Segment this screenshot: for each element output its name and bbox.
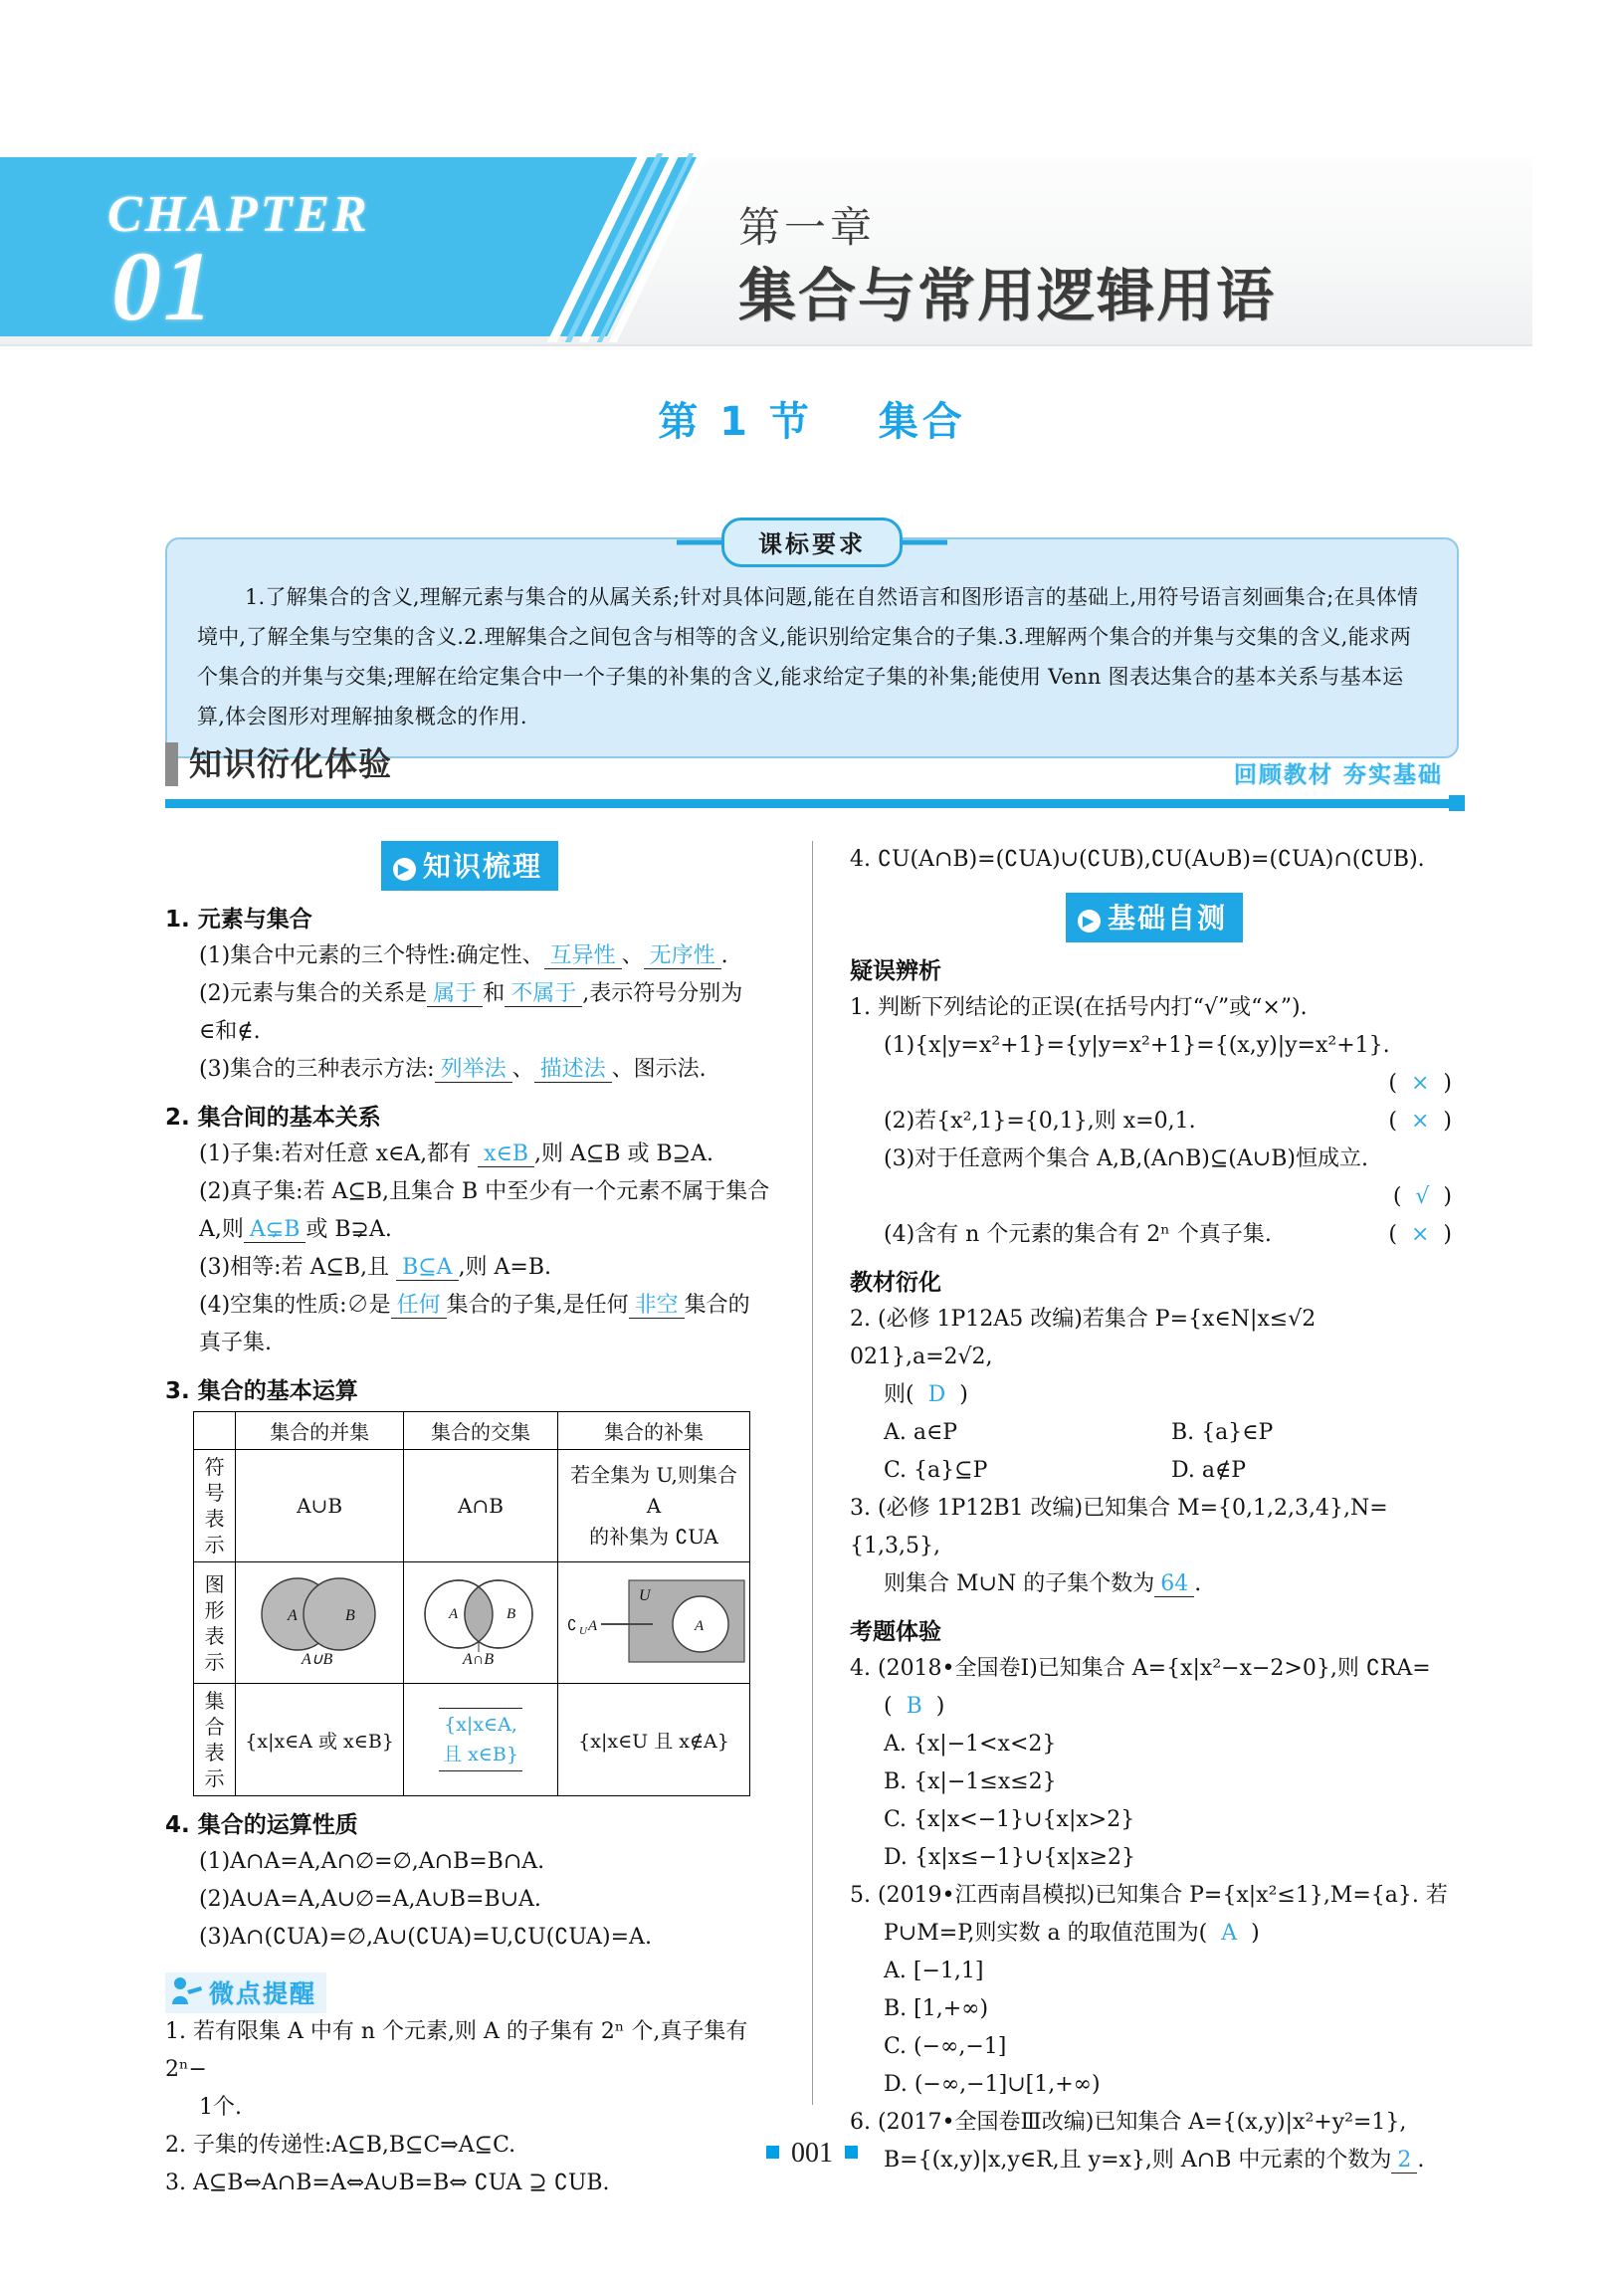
q4-option-c: C. {x|x<−1}∪{x|x>2}	[884, 1807, 1135, 1832]
q2-stem-line2	[850, 1376, 1459, 1414]
row-label-figure: 图形 表示	[194, 1562, 236, 1684]
tips-header	[165, 1972, 774, 2013]
q4-line2	[850, 1688, 1459, 1726]
right-column	[850, 841, 1459, 2179]
s2-l3-pre: (3)相等:若 A⊆B,且	[199, 1255, 390, 1280]
subsection-4-title: 4. 集合的运算性质	[165, 1812, 358, 1838]
symbol-intersection: A∩B	[403, 1450, 557, 1562]
chapter-tab-shape	[0, 157, 697, 336]
s1-line-3	[165, 1051, 774, 1089]
symbol-complement-line1: 若全集为 U,则集合 A	[570, 1462, 737, 1518]
s2-answer-3: B⊆A	[396, 1255, 459, 1281]
symbol-complement-line2: 的补集为 ∁UA	[589, 1524, 718, 1549]
header-cell-intersection: 集合的交集	[403, 1412, 557, 1450]
q5-option-d: D. (−∞,−1]∪[1,+∞)	[884, 2072, 1101, 2097]
q1-stem: 1. 判断下列结论的正误(在括号内打“√”或“×”).	[850, 995, 1308, 1020]
s1-answer-4: 不属于	[505, 981, 582, 1007]
s2-l1-end: ,则 A⊆B 或 B⊇A.	[534, 1141, 713, 1166]
q4-pre: (	[884, 1694, 893, 1719]
s2-line-3	[165, 1249, 774, 1287]
self-test-pill-wrap	[850, 893, 1459, 942]
q1-item-2-text: (2)若{x²,1}={0,1},则 x=0,1.	[884, 1109, 1196, 1134]
venn-union-diagram	[240, 1572, 399, 1668]
svg-text:B: B	[506, 1606, 516, 1622]
s1-line-1	[165, 937, 774, 975]
s2-line-4b: 真子集.	[199, 1331, 272, 1355]
group-1-title: 疑误辨析	[850, 958, 941, 984]
s2-answer-4: 任何	[391, 1293, 447, 1319]
q5-option-c: C. (−∞,−1]	[884, 2034, 1007, 2059]
s2-l4-mid: 集合的子集,是任何	[446, 1293, 629, 1318]
s1-l2-end: ,表示符号分别为	[582, 981, 743, 1006]
q3-post: .	[1194, 1571, 1202, 1596]
chapter-subtitle: 第一章	[738, 203, 877, 252]
s2-l4-end: 集合的	[684, 1293, 750, 1318]
s2-l2b-end: 或 B⊋A.	[305, 1217, 392, 1242]
setexpr-inter-line1: {x|x∈A,	[444, 1714, 517, 1736]
q2-pre: 则(	[884, 1382, 914, 1407]
s1-l3-end: 、图示法.	[611, 1057, 707, 1082]
knowledge-review-pill-wrap	[165, 841, 774, 891]
self-test-pill	[1066, 893, 1243, 942]
q4-line1: 4. (2018•全国卷Ⅰ)已知集合 A={x|x²−x−2>0},则 ∁RA=	[850, 1656, 1431, 1681]
q2-post: )	[959, 1382, 968, 1407]
q2-option-a: A. a∈P	[884, 1420, 958, 1445]
svg-text:B: B	[345, 1607, 355, 1624]
q3-line2	[850, 1565, 1459, 1603]
right-item-4: 4. ∁U(A∩B)=(∁UA)∪(∁UB),∁U(A∪B)=(∁UA)∩(∁UB).	[850, 847, 1425, 872]
q1-item-4: (4)含有 n 个元素的集合有 2ⁿ 个真子集. ( × )	[884, 1222, 1459, 1247]
section-title-prefix: 第 1 节	[658, 399, 813, 445]
venn-complement-diagram	[561, 1572, 746, 1668]
tip-2: 2. 子集的传递性:A⊆B,B⊆C⇒A⊆C.	[165, 2133, 516, 2158]
s1-l3-mid: 、	[511, 1057, 534, 1082]
chapter-banner	[0, 157, 1532, 346]
requirements-text: 1.了解集合的含义,理解元素与集合的从属关系;针对具体问题,能在自然语言和图形语言的基础上,用符号语言刻画集合;在具体情境中,了解全集与空集的含义.2.理解集合之间包含与相等的含义,能识别给定集合的子集.3.理解两个集合的并集与交集的含义,能求两个集合的并集与交集;理解在给定集合中一个子集的补集的含义,能求给定子集的补集;能使用 Venn 图表达集合的基本关系与基本运算,体会图形对理解抽象概念的作用.	[197, 585, 1419, 728]
q4-option-b: B. {x|−1≤x≤2}	[884, 1769, 1057, 1794]
q2-stem-line1: 2. (必修 1P12A5 改编)若集合 P={x∈N|x≤√2 021},a=2√2,	[850, 1307, 1317, 1369]
page-footer	[0, 2138, 1624, 2170]
chapter-word: CHAPTER	[107, 186, 370, 243]
tip-1b: 1个.	[199, 2095, 242, 2120]
header-tick-mark	[165, 742, 178, 786]
header-cell-blank	[194, 1412, 236, 1450]
tips-badge	[165, 1972, 326, 2013]
svg-text:U: U	[578, 1625, 587, 1637]
s1-l2-mid: 和	[483, 981, 506, 1006]
q4-option-a: A. {x|−1<x<2}	[884, 1732, 1057, 1757]
requirements-box	[165, 537, 1459, 758]
svg-text:A: A	[587, 1618, 598, 1634]
q1-mark-1: ×	[1411, 1071, 1430, 1096]
section-title	[0, 390, 1624, 447]
person-icon-svg	[169, 1975, 205, 2005]
s2-l2b-pre: A,则	[199, 1217, 244, 1242]
svg-text:A∪B: A∪B	[302, 1651, 333, 1668]
s2-l1-pre: (1)子集:若对任意 x∈A,都有	[199, 1141, 472, 1166]
play-triangle-icon-2: ▶	[1078, 910, 1101, 932]
tip-1a: 1. 若有限集 A 中有 n 个元素,则 A 的子集有 2ⁿ 个,真子集有 2ⁿ−	[165, 2019, 748, 2082]
s1-l2-pre: (2)元素与集合的关系是	[199, 981, 428, 1006]
s2-line-1	[165, 1136, 774, 1173]
svg-text:A: A	[288, 1607, 298, 1624]
s1-l1-mid: 、	[621, 943, 644, 968]
q5-pre: P∪M=P,则实数 a 的取值范围为(	[884, 1921, 1208, 1946]
q5-option-b: B. [1,+∞)	[884, 1996, 989, 2021]
s1-l1-pre: (1)集合中元素的三个特性:确定性、	[199, 943, 544, 968]
q5-post: )	[1251, 1921, 1260, 1946]
s2-answer-1: x∈B	[478, 1141, 534, 1167]
s4-line-2: (2)A∪A=A,A∪∅=A,A∪B=B∪A.	[199, 1887, 541, 1912]
q3-pre: 则集合 M∪N 的子集个数为	[884, 1571, 1155, 1596]
requirements-tab-label: 课标要求	[721, 518, 903, 567]
s2-line-4	[165, 1287, 774, 1325]
q5-answer: A	[1221, 1921, 1238, 1946]
table-row-figure	[194, 1562, 750, 1684]
svg-text:A∩B: A∩B	[462, 1651, 495, 1668]
header-underline-bar	[165, 799, 1459, 808]
s1-line-2	[165, 975, 774, 1013]
q2-options-row-2	[850, 1452, 1459, 1490]
row-label-setexpr: 集合 表示	[194, 1684, 236, 1796]
q1-mark-4: ×	[1411, 1222, 1430, 1247]
q6-answer: 2	[1391, 2148, 1417, 2174]
footer-square-right-icon	[845, 2146, 858, 2159]
knowledge-review-pill	[381, 841, 558, 891]
s1-answer-6: 描述法	[534, 1057, 612, 1083]
s1-l3-pre: (3)集合的三种表示方法:	[199, 1057, 435, 1082]
table-row-setexpr	[194, 1684, 750, 1796]
chapter-title: 集合与常用逻辑用语	[738, 262, 1277, 329]
s1-answer-2: 无序性	[644, 943, 721, 969]
s1-answer-5: 列举法	[435, 1057, 512, 1083]
symbol-union: A∪B	[236, 1450, 404, 1562]
section-title-name: 集合	[878, 399, 966, 445]
q3-answer: 64	[1154, 1571, 1194, 1597]
q6-pre: B={(x,y)|x,y∈R,且 y=x},则 A∩B 中元素的个数为	[884, 2148, 1392, 2173]
s1-answer-3: 属于	[427, 981, 483, 1007]
svg-text:A: A	[694, 1618, 705, 1634]
setexpr-union: {x|x∈A 或 x∈B}	[236, 1684, 404, 1796]
chapter-number: 01	[111, 231, 215, 341]
s4-line-3: (3)A∩(∁UA)=∅,A∪(∁UA)=U,∁U(∁UA)=A.	[199, 1925, 652, 1950]
s1-answer-1: 互异性	[544, 943, 622, 969]
q5-line1: 5. (2019•江西南昌模拟)已知集合 P={x|x²≤1},M={a}. 若	[850, 1883, 1448, 1908]
q5-line2	[850, 1915, 1459, 1953]
setexpr-complement: {x|x∈U 且 x∉A}	[557, 1684, 749, 1796]
s2-l4-pre: (4)空集的性质:∅是	[199, 1293, 391, 1318]
symbol-complement	[557, 1450, 749, 1562]
venn-union-cell	[236, 1562, 404, 1684]
q1-item-3: (3)对于任意两个集合 A,B,(A∩B)⊆(A∪B)恒成立.	[884, 1146, 1368, 1171]
q4-post: )	[935, 1694, 945, 1719]
group-2-title: 教材衍化	[850, 1270, 941, 1296]
page-number: 001	[791, 2138, 833, 2169]
q2-option-d: D. a∉P	[1171, 1458, 1247, 1483]
q6-line1: 6. (2017•全国卷Ⅲ改编)已知集合 A={(x,y)|x²+y²=1},	[850, 2110, 1407, 2135]
q1-mark-3: √	[1415, 1184, 1430, 1209]
header-cell-union: 集合的并集	[236, 1412, 404, 1450]
setexpr-inter-line2: 且 x∈B}	[443, 1744, 518, 1765]
q4-option-d: D. {x|x≤−1}∪{x|x≥2}	[884, 1845, 1136, 1870]
s2-answer-5: 非空	[629, 1293, 685, 1319]
s1-l1-end: .	[720, 943, 728, 968]
venn-complement-cell	[557, 1562, 749, 1684]
q3-line1: 3. (必修 1P12B1 改编)已知集合 M={0,1,2,3,4},N={1,3,5},	[850, 1496, 1388, 1558]
venn-intersection-cell	[403, 1562, 557, 1684]
knowledge-section-header	[165, 736, 1459, 808]
q1-item-2: (2)若{x²,1}={0,1},则 x=0,1. ( × )	[884, 1109, 1459, 1134]
subsection-1-title: 1. 元素与集合	[165, 907, 312, 932]
q2-option-c: C. {a}⊆P	[884, 1458, 988, 1483]
tips-label: 微点提醒	[209, 1979, 317, 2008]
s2-l3-end: ,则 A=B.	[458, 1255, 552, 1280]
tip-3: 3. A⊆B⇔A∩B=A⇔A∪B=B⇔ ∁UA ⊇ ∁UB.	[165, 2171, 610, 2195]
q2-answer: D	[927, 1382, 946, 1407]
group-3-title: 考题体验	[850, 1619, 941, 1645]
table-header-row	[194, 1412, 750, 1450]
q1-mark-1-row: ( × )	[1388, 1071, 1459, 1096]
knowledge-review-pill-label: 知识梳理	[422, 850, 542, 883]
svg-text:A: A	[448, 1606, 459, 1622]
venn-intersection-diagram	[407, 1572, 554, 1668]
q6-post: .	[1417, 2148, 1425, 2173]
q2-option-b: B. {a}∈P	[1171, 1420, 1274, 1445]
svg-text:U: U	[638, 1587, 651, 1604]
q4-answer: B	[906, 1694, 922, 1719]
row-label-symbol: 符号 表示	[194, 1450, 236, 1562]
setexpr-intersection-answer	[439, 1708, 522, 1771]
self-test-pill-label: 基础自测	[1107, 902, 1227, 934]
s1-line-2b: ∈和∉.	[199, 1019, 261, 1044]
play-triangle-icon: ▶	[393, 858, 416, 881]
q1-item-1: (1){x|y=x²+1}={y|y=x²+1}={(x,y)|y=x²+1}.	[884, 1033, 1390, 1058]
svg-text:∁: ∁	[566, 1616, 577, 1634]
set-operations-table	[193, 1411, 750, 1796]
q2-options-row-1	[850, 1414, 1459, 1452]
q1-item-4-text: (4)含有 n 个元素的集合有 2ⁿ 个真子集.	[884, 1222, 1272, 1247]
left-column	[165, 841, 774, 2202]
subsection-2-title: 2. 集合间的基本关系	[165, 1105, 381, 1131]
q5-option-a: A. [−1,1]	[884, 1959, 984, 1983]
person-pointing-icon	[169, 1975, 205, 2010]
knowledge-section-tagline: 回顾教材 夯实基础	[1233, 762, 1443, 788]
setexpr-intersection	[403, 1684, 557, 1796]
subsection-3-title: 3. 集合的基本运算	[165, 1378, 358, 1404]
footer-square-left-icon	[766, 2146, 779, 2159]
column-divider	[812, 841, 813, 2105]
s2-answer-2: A⊊B	[244, 1217, 306, 1243]
s4-line-1: (1)A∩A=A,A∩∅=∅,A∩B=B∩A.	[199, 1849, 545, 1874]
chapter-slash-decoration	[593, 157, 722, 336]
knowledge-section-label: 知识衍化体验	[189, 744, 392, 783]
header-cell-complement: 集合的补集	[557, 1412, 749, 1450]
table-row-symbol	[194, 1450, 750, 1562]
s2-line-2a: (2)真子集:若 A⊆B,且集合 B 中至少有一个元素不属于集合	[199, 1179, 770, 1204]
q1-mark-3-row: ( √ )	[1392, 1184, 1459, 1209]
q1-mark-2: ×	[1411, 1109, 1430, 1134]
s2-line-2b	[165, 1211, 774, 1249]
